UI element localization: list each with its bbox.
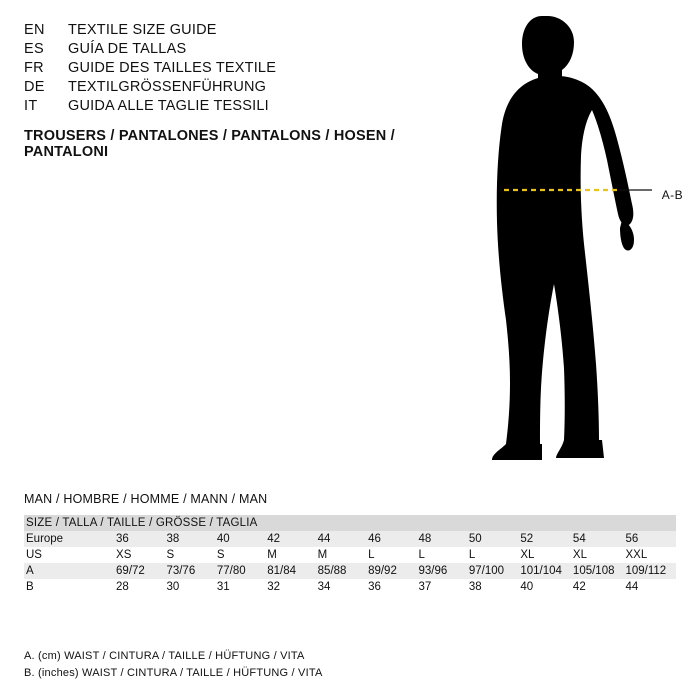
cell: 32 xyxy=(265,579,315,595)
table-row xyxy=(24,563,676,579)
cell: XS xyxy=(114,547,164,563)
cell: 52 xyxy=(518,531,571,547)
cell: 44 xyxy=(623,579,676,595)
cell: 81/84 xyxy=(265,563,315,579)
table-audience-label: MAN / HOMBRE / HOMME / MANN / MAN xyxy=(24,492,268,506)
language-title: GUIDE DES TAILLES TEXTILE xyxy=(68,60,277,76)
language-row xyxy=(24,79,464,95)
cell: 89/92 xyxy=(366,563,416,579)
footnotes xyxy=(24,648,322,682)
cell: 30 xyxy=(164,579,214,595)
language-row xyxy=(24,41,464,57)
cell: 44 xyxy=(316,531,366,547)
row-label: Europe xyxy=(24,531,114,547)
row-label: B xyxy=(24,579,114,595)
cell: 85/88 xyxy=(316,563,366,579)
measure-label-ab: A-B xyxy=(661,188,683,202)
language-code: DE xyxy=(24,79,45,95)
size-table-section xyxy=(24,492,676,595)
cell: 97/100 xyxy=(467,563,518,579)
table-row xyxy=(24,579,676,595)
garment-type-title: TROUSERS / PANTALONES / PANTALONS / HOSEN / PANTALONI xyxy=(24,128,395,160)
language-row xyxy=(24,22,464,38)
cell: 37 xyxy=(416,579,466,595)
cell: 38 xyxy=(467,579,518,595)
cell: 56 xyxy=(623,531,676,547)
language-row xyxy=(24,60,464,76)
cell: XL xyxy=(571,547,624,563)
cell: XL xyxy=(518,547,571,563)
cell: 105/108 xyxy=(571,563,624,579)
cell: 54 xyxy=(571,531,624,547)
cell: 42 xyxy=(265,531,315,547)
language-code: EN xyxy=(24,22,45,38)
table-row xyxy=(24,547,676,563)
language-code: IT xyxy=(24,98,38,114)
table-header-row xyxy=(24,515,676,531)
row-label: A xyxy=(24,563,114,579)
cell: S xyxy=(164,547,214,563)
cell: 40 xyxy=(215,531,265,547)
cell: 46 xyxy=(366,531,416,547)
cell: 31 xyxy=(215,579,265,595)
cell: 101/104 xyxy=(518,563,571,579)
cell: L xyxy=(467,547,518,563)
language-title: TEXTILGRÖSSENFÜHRUNG xyxy=(68,79,267,95)
cell: 73/76 xyxy=(164,563,214,579)
language-title: TEXTILE SIZE GUIDE xyxy=(68,22,217,38)
language-title: GUÍA DE TALLAS xyxy=(68,41,187,57)
cell: L xyxy=(416,547,466,563)
cell: 38 xyxy=(164,531,214,547)
male-silhouette-icon xyxy=(470,8,685,478)
cell: S xyxy=(215,547,265,563)
cell: 42 xyxy=(571,579,624,595)
cell: 93/96 xyxy=(416,563,466,579)
language-code: FR xyxy=(24,60,44,76)
language-header xyxy=(24,22,464,160)
cell: 69/72 xyxy=(114,563,164,579)
cell: M xyxy=(316,547,366,563)
table-header-label: SIZE / TALLA / TAILLE / GRÖSSE / TAGLIA xyxy=(24,515,676,531)
row-label: US xyxy=(24,547,114,563)
footnote-b: B. (inches) WAIST / CINTURA / TAILLE / HÜFTUNG / VITA xyxy=(24,667,323,679)
cell: 28 xyxy=(114,579,164,595)
cell: 109/112 xyxy=(623,563,676,579)
cell: 77/80 xyxy=(215,563,265,579)
cell: 34 xyxy=(316,579,366,595)
footnote-a: A. (cm) WAIST / CINTURA / TAILLE / HÜFTUNG / VITA xyxy=(24,650,305,662)
cell: XXL xyxy=(623,547,676,563)
language-title: GUIDA ALLE TAGLIE TESSILI xyxy=(68,98,269,114)
cell: 48 xyxy=(416,531,466,547)
cell: 36 xyxy=(366,579,416,595)
cell: L xyxy=(366,547,416,563)
language-row xyxy=(24,98,464,114)
cell: 50 xyxy=(467,531,518,547)
cell: M xyxy=(265,547,315,563)
size-table xyxy=(24,515,676,595)
figure-illustration xyxy=(470,8,685,478)
cell: 36 xyxy=(114,531,164,547)
language-code: ES xyxy=(24,41,44,57)
table-row xyxy=(24,531,676,547)
cell: 40 xyxy=(518,579,571,595)
